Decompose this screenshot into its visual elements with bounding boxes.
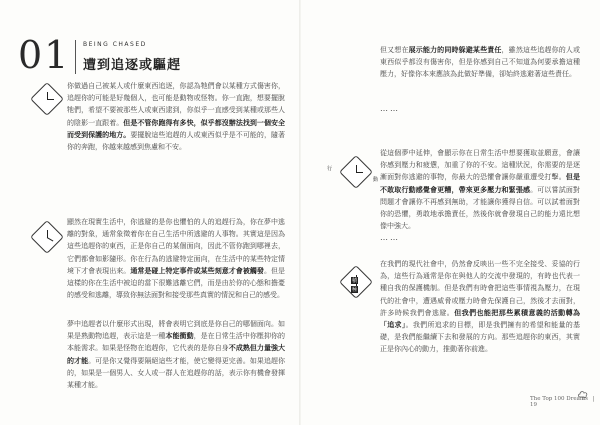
clock-icon [30,82,64,116]
book-title: The Top 100 Dreams [530,396,588,402]
paragraph: 你做過自己被某人或什麼東西追逐，你認為牠們會以某種方式傷害你，追趕你的可能是好幾個人，也可能是動物或怪物。你一直跑，想要擺脫牠們，希望不要被那些人或東西逮到，你似乎一直感受到某種或那些人的陰影一直跟着。但是不管你跑得有多快，似乎都沒辦法找到一個安全而受到保護的地方。要擺脫這些追趕的人或東西似乎是不可能的，隨著你的奔跑，你越來越感到焦慮和不安。 [67,82,286,152]
ellipsis-divider: ⋯⋯ [380,106,400,115]
paragraph: 在我們的現代社會中，仍然會反映出一些不完全接受、妥協的行為，這些行為通常是你在與他人的交流中發現的，有時也代表一種自我的保護機制。但是我們有時會把這些事情視為壓力，在現代的社會中，遭遇威脅或壓力時會先保護自己，然後才去面對，許多時候我們會逃避。但我們也能把那些累積意義的活動轉為「追求」。我們所追求的目標，即是我們擁有的希望和能量的基礎，是我們能繼續下去和發展的方向。那些追趕你的東西，其實正是你內心的動力，推動著你前進。 [380,260,581,354]
right-page [300,0,600,425]
clock-label: 極 [352,287,358,293]
ellipsis-divider: ⋯⋯ [380,235,400,244]
chapter-title-english: BEING CHASED [83,41,147,48]
clock-label: 積 [352,278,358,284]
paragraph: 但又想在展示能力的同時躲避某些責任，雖然這些追趕你的人或東西似乎都沒有傷害你，但是你感到自己不知道為何要承擔這種壓力，好像你本來應該為此做好準備，卻始終逃避著這些責任。 [380,45,581,79]
chapter-divider [75,40,76,74]
clock-icon [339,155,373,189]
chapter-title-chinese: 遭到追逐或驅趕 [83,58,182,73]
clock-icon [30,220,64,254]
paragraph: 從這個夢中延伸，會顯示你在日常生活中想要獲取並願意，會讓你感到壓力和疲憊，加重了你的不安。這種狀況，你需要的是逐漸面對你逃避的事物，你最大的恐懼會讓你嚴重遭受打擊。但是不敢取行動感覺會更糟，帶來更多壓力和緊張感。可以嘗試面對問題才會讓你不再感到無助，才能讓你獲得自信。可以試着面對你的恐懼，勇敢地承擔責任，然後你就會發現自己的能力遠比想像中強大。 [380,149,581,231]
page-number: 19 [530,402,537,408]
paragraph: 顯然在現實生活中，你逃避的是你也懼怕的人的追趕行為，你在夢中逃離的對象，通常象徵着你在自己生活中所逃避的人事物。其實這是因為這些追趕你的東西，正是你自己的某個面向，因此不管你跑到哪裡去，它們都會如影隨形。你在行為的逃避特定面向，在生活中的某些特定情境下才會表現出來。通常是碰上特定事件或某些刻意才會被觸發。但是這樣的你在生活中被迫的當下很難逃離它們，而是由於你的心態和擔憂的感受和逃離，導致你無法面對和接受那些真實的情況和自己的感受。 [67,218,286,300]
chapter-number: 01 [18,33,71,77]
dream-cloud-icon [577,389,589,401]
page-footer: The Top 100 Dreams | 19 [530,396,595,408]
paragraph: 夢中追趕者以什麼形式出現，將會表明它到底是你自己的哪個面向。如果是熟動物追趕，表示這是一種本能衝動，是在日常生活中你壓抑你的本能需求。如果是怪物在追趕你，它代表的是你自身不成熟但力量強大的才能。可是你又覺得要隔絕這些才能，使它變得更完善。如果追趕你的，如果是一個男人、女人或一群人在追趕你的話，表示你有機會發揮某種才能。 [67,320,286,390]
clock-label: 行 [327,166,333,172]
clock-label: 動 [373,177,379,183]
